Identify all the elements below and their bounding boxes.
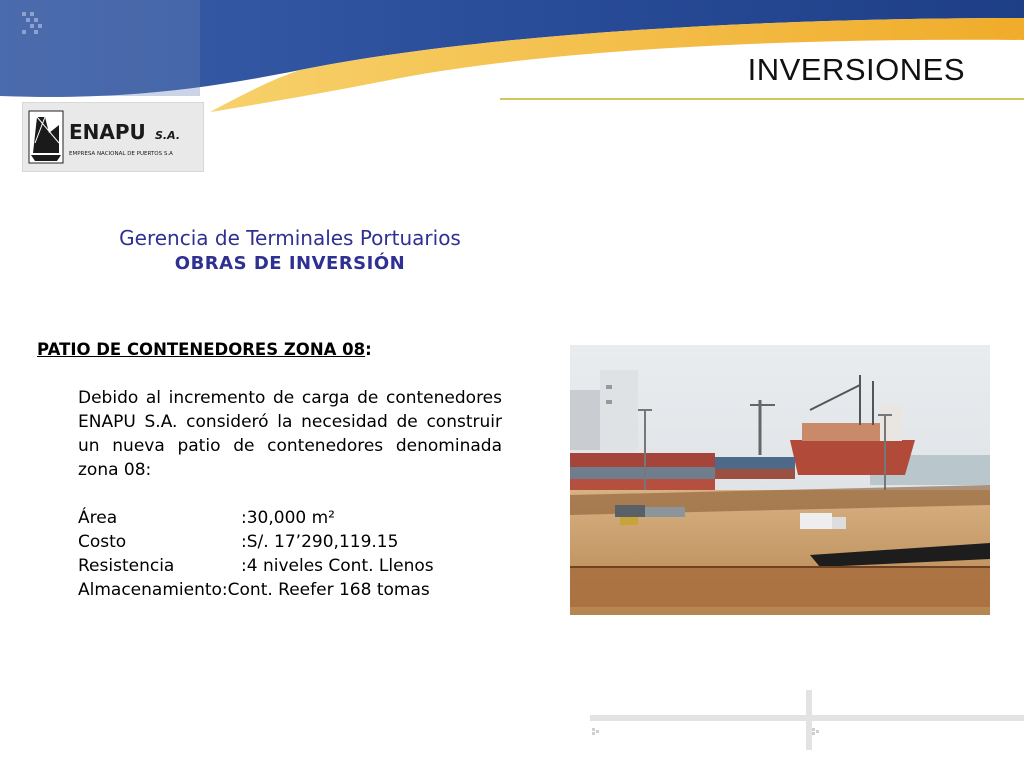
spec-label: Almacenamiento: [78, 580, 222, 600]
slide-title: INVERSIONES: [747, 52, 965, 87]
title-divider: [500, 98, 1024, 100]
container-yard-photo: [570, 345, 990, 615]
svg-text:ENAPU: ENAPU: [69, 120, 146, 144]
project-description: Debido al incremento de carga de contenedores ENAPU S.A. consideró la necesidad de construir un nueva patio de contenedores denominada zona 08:: [78, 388, 502, 480]
footer-decoration: [580, 690, 1024, 760]
spec-list: [78, 506, 434, 602]
section-heading: [60, 225, 520, 277]
project-subheading: [37, 340, 372, 359]
spec-row-resistance: [78, 554, 434, 578]
section-heading-line1: Gerencia de Terminales Portuarios: [119, 226, 461, 250]
spec-value: :30,000 m²: [241, 508, 335, 528]
port-construction-image: [570, 345, 990, 615]
project-subheading-colon: :: [365, 340, 372, 359]
project-subheading-text: PATIO DE CONTENEDORES ZONA 08: [37, 340, 366, 359]
spec-label: Costo: [78, 532, 127, 552]
ship-crane-icon: [23, 103, 203, 171]
svg-text:EMPRESA NACIONAL DE PUERTOS S.: EMPRESA NACIONAL DE PUERTOS S.A: [69, 151, 173, 157]
section-heading-line2: OBRAS DE INVERSIÓN: [174, 253, 406, 274]
spec-value: :4 niveles Cont. Llenos: [241, 556, 434, 576]
spec-value: :Cont. Reefer 168 tomas: [221, 580, 430, 600]
enapu-logo: [22, 102, 204, 172]
spec-row-area: [78, 506, 434, 530]
spec-label: Área: [78, 508, 118, 528]
spec-value: :S/. 17’290,119.15: [241, 532, 399, 552]
spec-row-cost: [78, 530, 434, 554]
spec-label: Resistencia: [78, 556, 175, 576]
spec-row-storage: [78, 578, 434, 602]
svg-text:S.A.: S.A.: [155, 129, 180, 142]
